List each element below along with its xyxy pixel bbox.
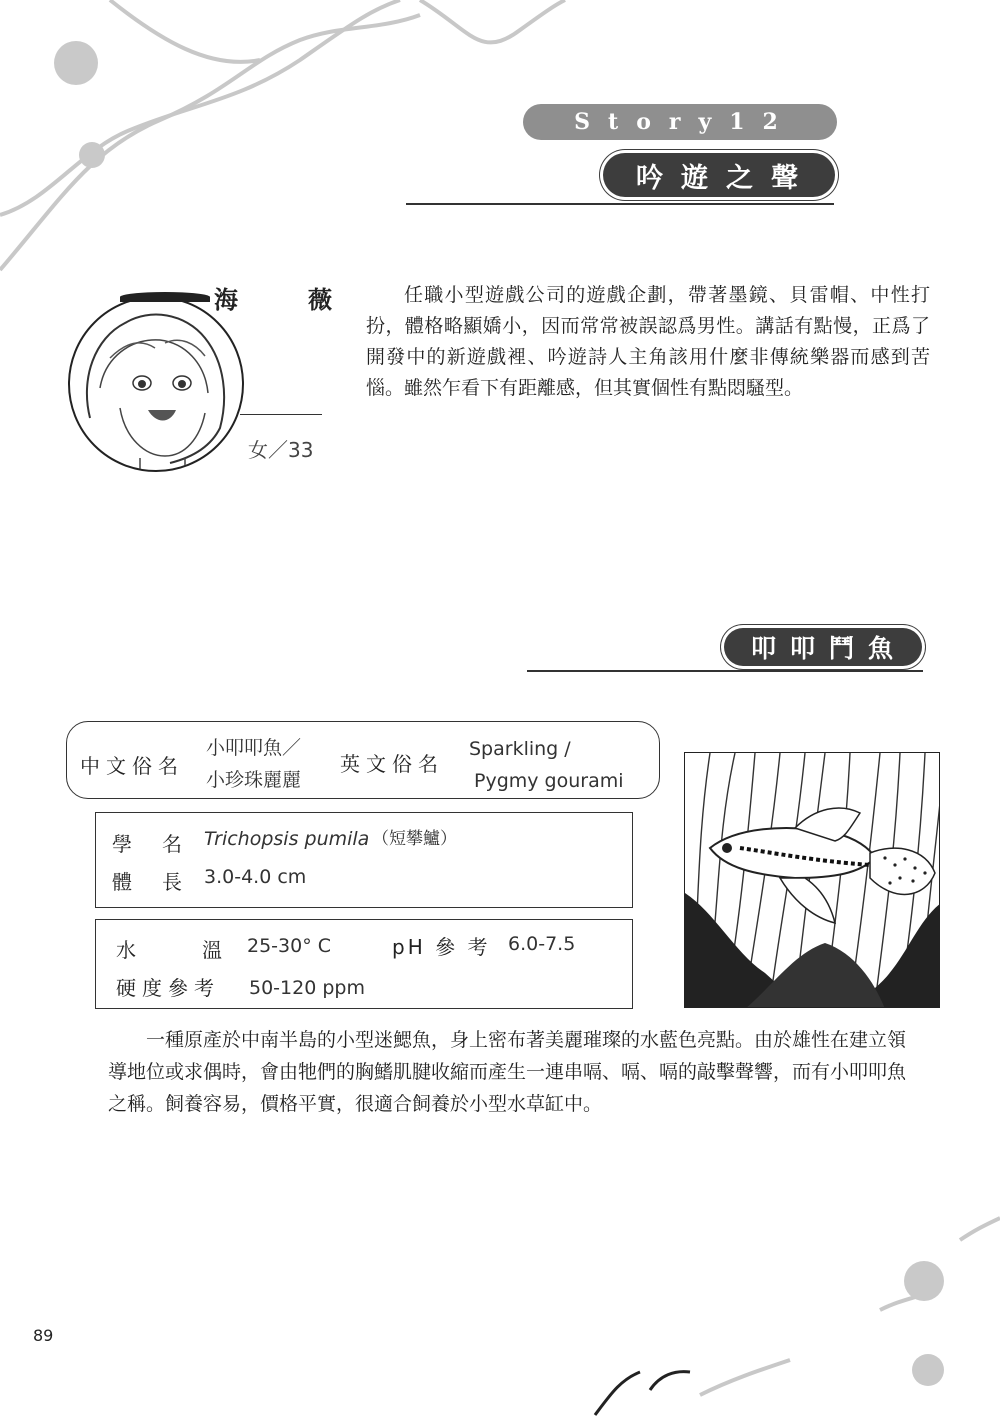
chapter-title-badge: 吟遊之聲 <box>603 153 835 197</box>
fish-title-badge: 叩叩鬥魚 <box>724 628 922 666</box>
length-value: 3.0-4.0 cm <box>204 866 307 888</box>
character-name-char: 海 <box>214 285 238 314</box>
character-name <box>214 280 332 315</box>
character-description: 任職小型遊戲公司的遊戲企劃，帶著墨鏡、貝雷帽、中性打扮，體格略顯嬌小，因而常常被誤認爲男性。講話有點慢，正爲了開發中的新遊戲裡、吟遊詩人主角該用什麼非傳統樂器而感到苦惱。雖然乍看下有距離感，但其實個性有點悶騷型。 <box>366 284 930 399</box>
temp-label-char: 水 <box>116 938 142 962</box>
hardness-label: 硬度參考 <box>116 976 220 1000</box>
scientific-name: Trichopsis pumila <box>204 828 370 850</box>
english-name-label: 英文俗名 <box>340 752 444 776</box>
length-label-char: 體 <box>112 870 138 894</box>
ph-value: 6.0-7.5 <box>508 933 576 955</box>
story-number-badge: Story12 <box>523 104 837 140</box>
common-name-label: 中文俗名 <box>80 754 184 778</box>
deco-dot <box>79 142 105 168</box>
english-name-value-1: Sparkling / <box>469 738 571 760</box>
fish-description: 一種原產於中南半島的小型迷鰓魚，身上密布著美麗璀璨的水藍色亮點。由於雄性在建立領導地位或求偶時，會由牠們的胸鰭肌腱收縮而產生一連串嗝、嗝、嗝的敲擊聲響，而有小叩叩魚之稱。飼養容易，價格平實，很適合飼養於小型水草缸中。 <box>108 1029 907 1115</box>
title-underline <box>406 203 834 205</box>
fish-title-underline <box>527 670 923 672</box>
common-name-value-1: 小叩叩魚／ <box>206 737 302 759</box>
character-gender-age: 女／33 <box>248 438 314 462</box>
deco-dot <box>904 1261 944 1301</box>
length-label-char: 長 <box>162 870 188 894</box>
name-divider <box>240 414 322 415</box>
hardness-value: 50-120 ppm <box>249 977 365 999</box>
temp-value: 25-30° C <box>247 935 332 957</box>
character-portrait <box>68 296 244 472</box>
temp-label-char: 溫 <box>202 938 228 962</box>
character-name-char: 薇 <box>308 285 332 314</box>
deco-dot <box>54 41 98 85</box>
deco-dot <box>912 1354 944 1386</box>
scientific-label-char: 名 <box>162 832 188 856</box>
common-name-value-2: 小珍珠麗麗 <box>206 769 302 791</box>
scientific-label-char: 學 <box>112 832 138 856</box>
scientific-name-note: （短攀鱸） <box>372 829 457 849</box>
english-name-value-2: Pygmy gourami <box>474 770 624 792</box>
ph-label: pH 參 考 <box>392 935 491 959</box>
fish-illustration <box>684 752 940 1008</box>
page-number: 89 <box>33 1326 54 1345</box>
beret-edge <box>120 292 210 302</box>
